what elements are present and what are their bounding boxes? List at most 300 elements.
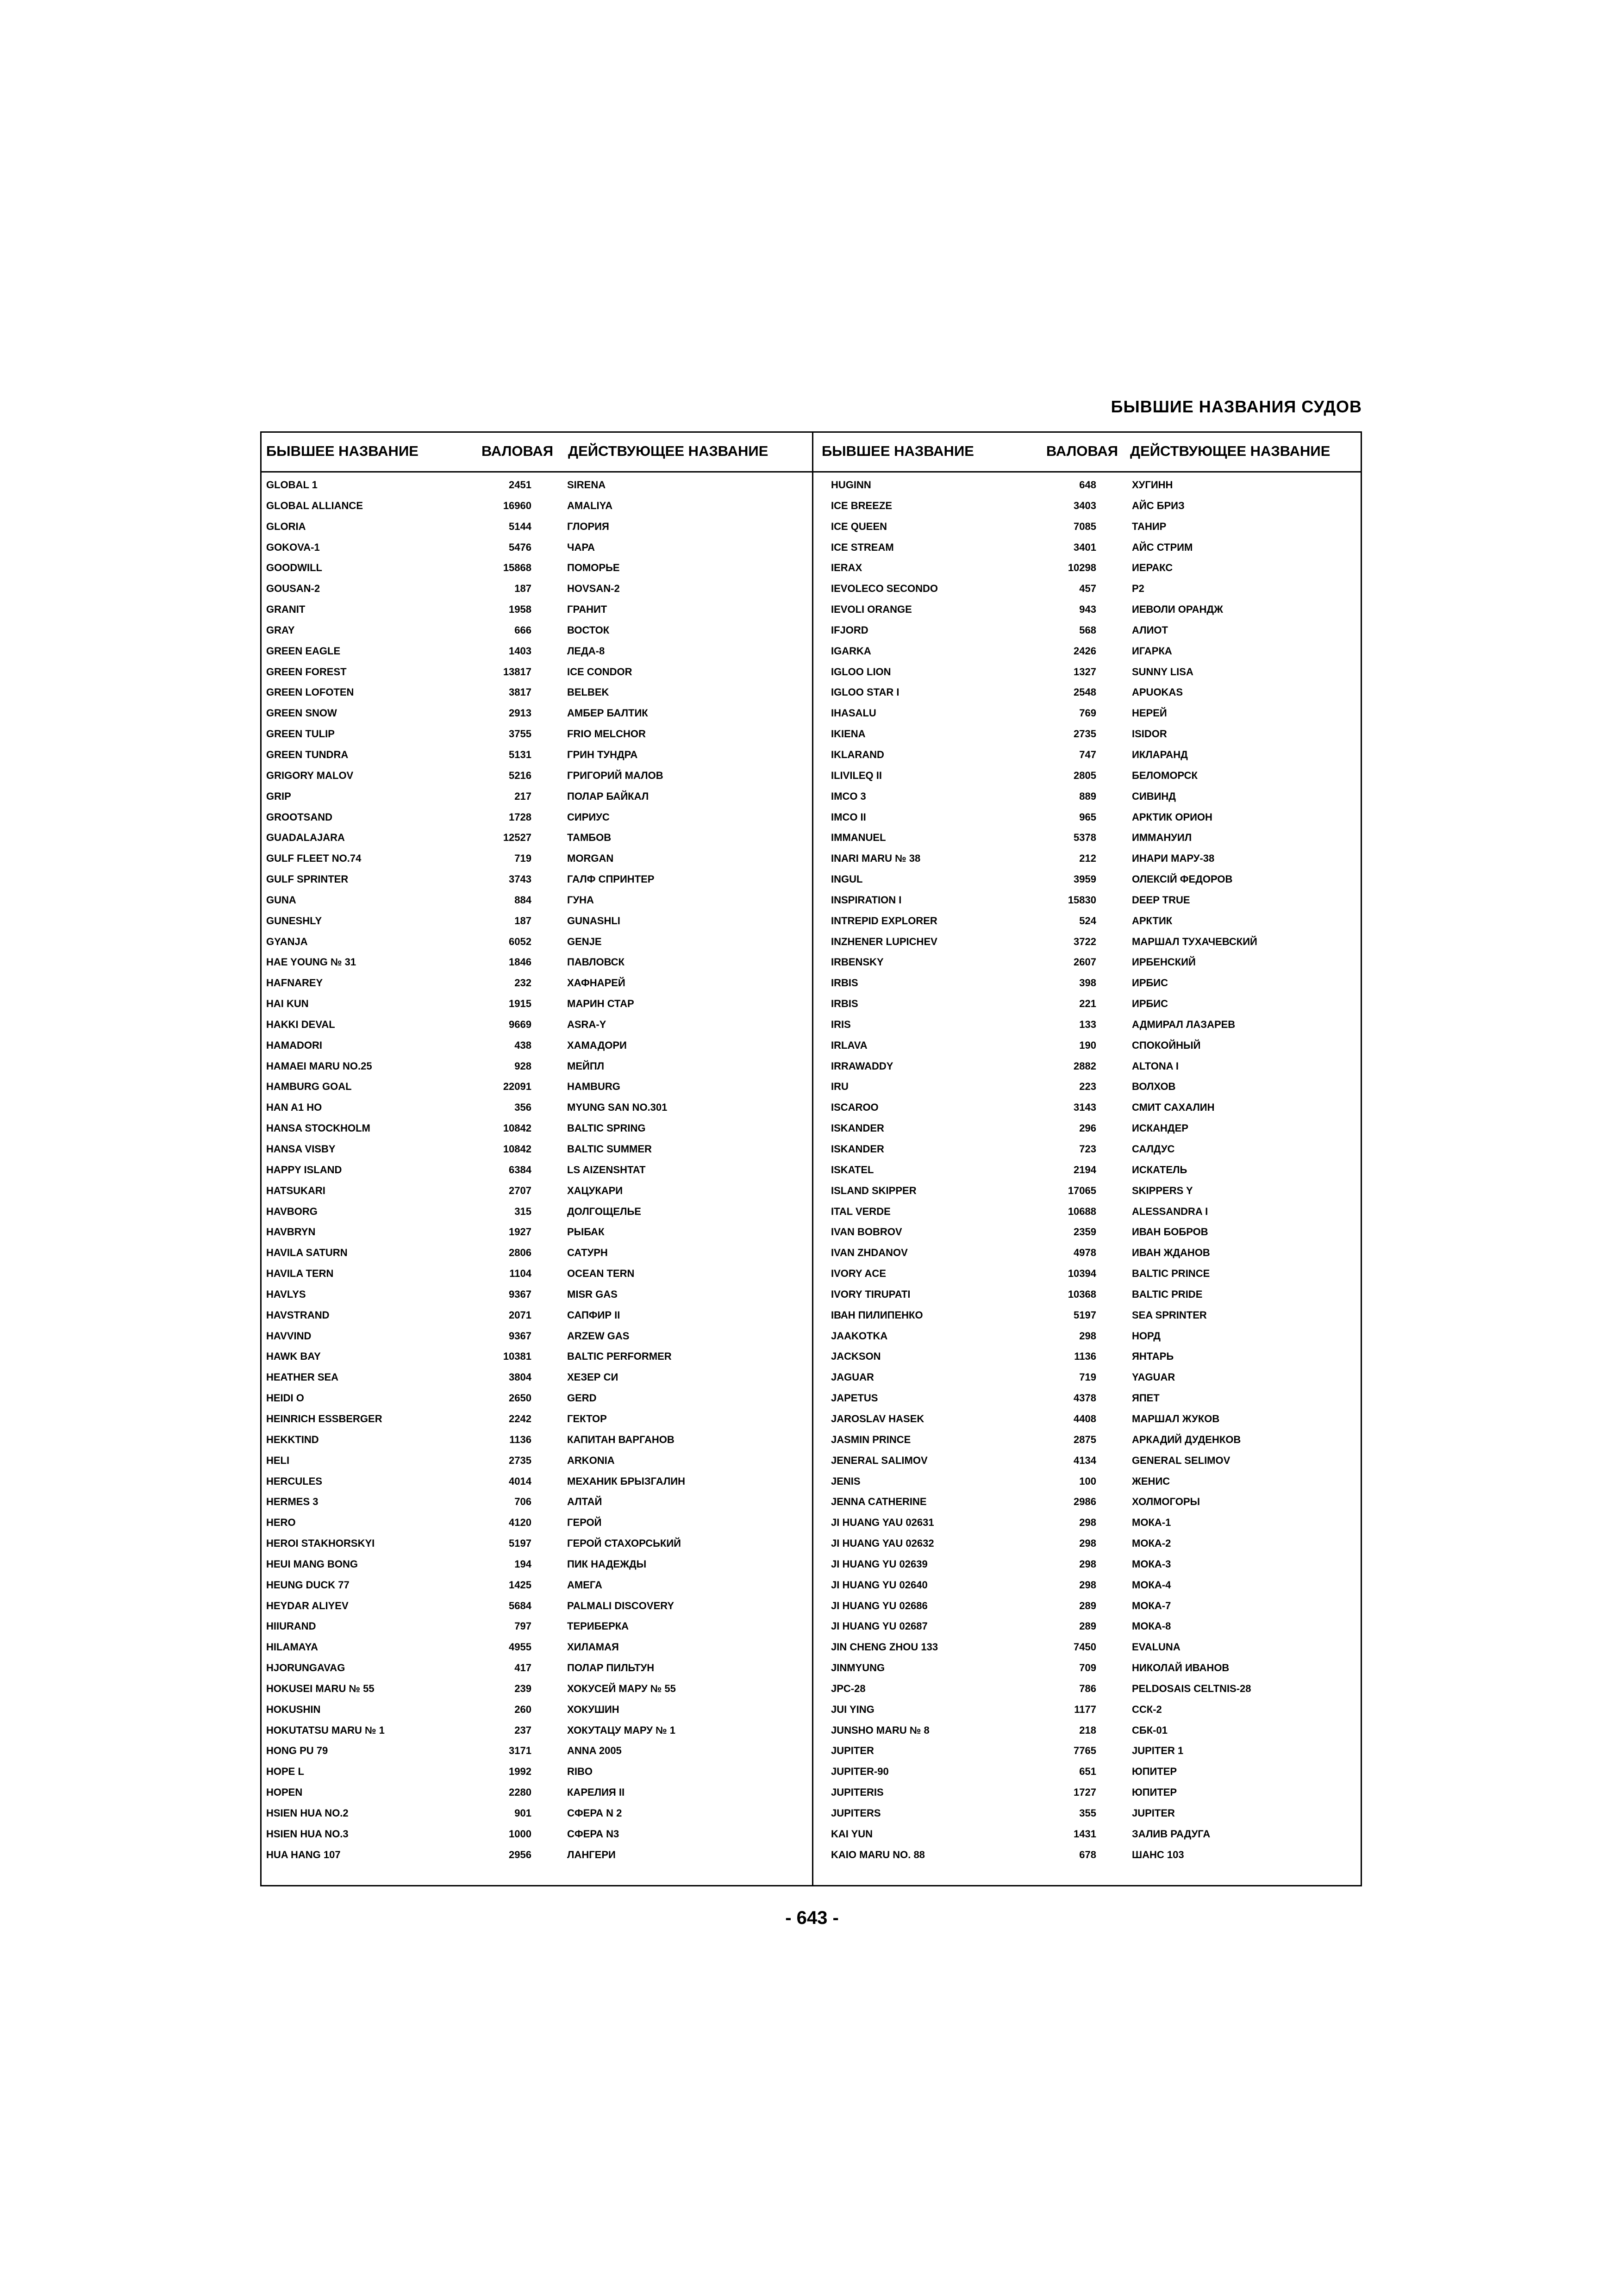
table-row [813,1430,1361,1451]
table-row [262,870,812,890]
current-name-cell: ЯНТАРЬ [1132,1350,1174,1363]
tonnage-cell: 221 [1079,998,1096,1010]
current-name-cell: ЧАРА [567,541,595,553]
current-name-cell: ОЛЕКСІЙ ФЕДОРОВ [1132,873,1233,885]
table-row [813,1679,1361,1700]
table-row [813,1222,1361,1243]
tonnage-cell: 1000 [509,1828,531,1840]
former-name-cell: HAWK BAY [266,1350,321,1363]
current-name-cell: HOVSAN-2 [567,583,620,595]
current-name-cell: DEEP TRUE [1132,894,1190,906]
former-name-cell: HATSUKARI [266,1184,325,1196]
tonnage-cell: 298 [1079,1537,1096,1549]
tonnage-cell: 289 [1079,1599,1096,1612]
former-name-cell: ISKANDER [831,1143,884,1155]
current-name-cell: MORGAN [567,852,614,865]
table-row [813,579,1361,600]
former-name-cell: JINMYUNG [831,1662,885,1674]
former-name-cell: HAVILA TERN [266,1268,334,1280]
tonnage-cell: 7085 [1074,520,1096,532]
former-name-cell: HANSA STOCKHOLM [266,1122,370,1134]
table-row [262,745,812,766]
table-row [262,1388,812,1409]
table-row [262,808,812,828]
former-name-cell: HOKUTATSU MARU № 1 [266,1724,385,1736]
former-name-cell: JASMIN PRINCE [831,1433,911,1445]
former-name-cell: IKLARAND [831,748,884,760]
former-name-cell: GUADALAJARA [266,832,345,844]
tonnage-cell: 1846 [509,956,531,968]
current-name-cell: САПФИР II [567,1309,620,1321]
former-name-cell: GREEN SNOW [266,707,337,719]
current-name-cell: НИКОЛАЙ ИВАНОВ [1132,1662,1230,1674]
tonnage-cell: 884 [514,894,531,906]
current-name-cell: ГАЛФ СПРИНТЕР [567,873,655,885]
table-row [813,1658,1361,1679]
table-row [262,1181,812,1202]
current-name-cell: СИВИНД [1132,790,1176,802]
tonnage-cell: 4378 [1074,1392,1096,1404]
current-name-cell: ГЕРОЙ СТАХОРСЬКИЙ [567,1537,681,1549]
former-name-cell: IVAN BOBROV [831,1226,902,1238]
former-name-cell: JI HUANG YU 02640 [831,1579,928,1591]
current-name-cell: ВОЛХОВ [1132,1081,1176,1093]
table-row [262,641,812,662]
former-name-cell: ITAL VERDE [831,1205,891,1217]
table-row [262,973,812,994]
current-name-cell: ГЛОРИЯ [567,520,609,532]
current-name-cell: ТАНИР [1132,520,1167,532]
former-name-cell: HAVBORG [266,1205,318,1217]
table-row [813,973,1361,994]
vessel-names-table [260,431,1362,1886]
former-name-cell: INZHENER LUPICHEV [831,935,937,947]
former-name-cell: KAI YUN [831,1828,873,1840]
former-name-cell: ISLAND SKIPPER [831,1184,917,1196]
tonnage-cell: 4134 [1074,1454,1096,1466]
former-name-cell: IRU [831,1081,849,1093]
tonnage-cell: 1104 [509,1268,531,1280]
current-name-cell: AMALIYA [567,499,613,511]
current-name-cell: ЯПЕТ [1132,1392,1160,1404]
table-row [813,1368,1361,1388]
tonnage-cell: 2805 [1074,769,1096,781]
former-name-cell: HOPEN [266,1786,303,1798]
tonnage-cell: 10842 [503,1143,531,1155]
table-row [262,1160,812,1181]
current-name-cell: SIRENA [567,479,606,491]
current-name-cell: АЙС БРИЗ [1132,499,1185,511]
current-name-cell: СПОКОЙНЫЙ [1132,1039,1201,1051]
tonnage-cell: 6052 [509,935,531,947]
table-row [262,1139,812,1160]
tonnage-cell: 232 [514,977,531,989]
table-row [813,1015,1361,1036]
former-name-cell: GLOBAL 1 [266,479,318,491]
table-row [262,1243,812,1264]
former-name-cell: ISCAROO [831,1101,879,1114]
former-name-cell: JAPETUS [831,1392,878,1404]
former-name-cell: JAAKOTKA [831,1330,888,1342]
former-name-cell: JENNA CATHERINE [831,1496,927,1508]
former-name-cell: HOPE L [266,1766,304,1778]
tonnage-cell: 943 [1079,604,1096,616]
former-name-cell: ISKATEL [831,1164,874,1176]
tonnage-cell: 5476 [509,541,531,553]
table-row [262,952,812,973]
table-row [262,579,812,600]
tonnage-cell: 10368 [1068,1288,1096,1300]
table-row [813,1409,1361,1430]
table-row [262,1534,812,1555]
current-name-cell: ИЕВОЛИ ОРАНДЖ [1132,604,1223,616]
table-row [813,1202,1361,1223]
current-name-cell: P2 [1132,583,1144,595]
former-name-cell: HUA HANG 107 [266,1848,341,1860]
current-name-cell: КАПИТАН ВАРГАНОВ [567,1433,675,1445]
current-name-cell: СМИТ САХАЛИН [1132,1101,1215,1114]
table-row [813,1845,1361,1866]
tonnage-cell: 190 [1079,1039,1096,1051]
current-name-cell: ЮПИТЕР [1132,1786,1177,1798]
tonnage-cell: 2735 [509,1454,531,1466]
table-row [813,1492,1361,1513]
tonnage-cell: 2280 [509,1786,531,1798]
current-name-cell: ХОКУТАЦУ МАРУ № 1 [567,1724,675,1736]
header-former-name: БЫВШЕЕ НАЗВАНИЕ [822,443,974,459]
table-row [262,1492,812,1513]
current-name-cell: АЙС СТРИМ [1132,541,1193,553]
former-name-cell: INGUL [831,873,863,885]
tonnage-cell: 10381 [503,1350,531,1363]
current-name-cell: GUNASHLI [567,915,620,927]
former-name-cell: HEYDAR ALIYEV [266,1599,349,1612]
former-name-cell: HEINRICH ESSBERGER [266,1412,382,1425]
tonnage-cell: 2913 [509,707,531,719]
current-name-cell: ХАМАДОРИ [567,1039,627,1051]
former-name-cell: HJORUNGAVAG [266,1662,345,1674]
table-row [262,1741,812,1762]
tonnage-cell: 6384 [509,1164,531,1176]
current-name-cell: ДОЛГОЩЕЛЬЕ [567,1205,641,1217]
table-row [262,1222,812,1243]
former-name-cell: IRLAVA [831,1039,868,1051]
current-name-cell: EVALUNA [1132,1641,1181,1653]
header-current-name: ДЕЙСТВУЮЩЕЕ НАЗВАНИЕ [568,443,768,459]
current-name-cell: ГРИГОРИЙ МАЛОВ [567,769,663,781]
former-name-cell: GREEN EAGLE [266,645,341,657]
tonnage-cell: 417 [514,1662,531,1674]
current-name-cell: АЛТАЙ [567,1496,602,1508]
current-name-cell: PALMALI DISCOVERY [567,1599,675,1612]
current-name-cell: ХИЛАМАЯ [567,1641,619,1653]
table-row [813,496,1361,517]
tonnage-cell: 769 [1079,707,1096,719]
former-name-cell: JI HUANG YAU 02631 [831,1517,934,1529]
tonnage-cell: 5216 [509,769,531,781]
former-name-cell: JI HUANG YU 02686 [831,1599,928,1612]
table-row [262,621,812,641]
current-name-cell: ГЕКТОР [567,1412,607,1425]
former-name-cell: JI HUANG YU 02639 [831,1558,928,1570]
former-name-cell: HEUI MANG BONG [266,1558,358,1570]
current-name-cell: МОКА-7 [1132,1599,1171,1612]
tonnage-cell: 315 [514,1205,531,1217]
former-name-cell: IMCO II [831,811,866,823]
table-row [813,517,1361,538]
current-name-cell: МЕЙПЛ [567,1060,605,1072]
page-number: - 643 - [785,1908,839,1928]
table-row [813,849,1361,870]
table-row [813,1077,1361,1098]
table-row [262,890,812,911]
table-row [262,1202,812,1223]
table-row [813,1721,1361,1742]
tonnage-cell: 3817 [509,686,531,698]
former-name-cell: HAFNAREY [266,977,323,989]
current-name-cell: КАРЕЛИЯ II [567,1786,625,1798]
tonnage-cell: 3143 [1074,1101,1096,1114]
former-name-cell: HERCULES [266,1475,323,1487]
tonnage-cell: 16960 [503,499,531,511]
tonnage-cell: 786 [1079,1682,1096,1694]
tonnage-cell: 2071 [509,1309,531,1321]
former-name-cell: IRBENSKY [831,956,884,968]
tonnage-cell: 1958 [509,604,531,616]
table-row [262,766,812,787]
tonnage-cell: 356 [514,1101,531,1114]
tonnage-cell: 568 [1079,624,1096,636]
table-row [813,703,1361,724]
tonnage-cell: 260 [514,1703,531,1715]
tonnage-cell: 1327 [1074,666,1096,678]
table-row [262,911,812,932]
current-name-cell: ТЕРИБЕРКА [567,1620,629,1632]
tonnage-cell: 2735 [1074,728,1096,740]
table-row [262,787,812,808]
former-name-cell: IERAX [831,562,862,574]
header-current-name: ДЕЙСТВУЮЩЕЕ НАЗВАНИЕ [1130,443,1330,459]
former-name-cell: GRIGORY MALOV [266,769,354,781]
tonnage-cell: 709 [1079,1662,1096,1674]
tonnage-cell: 218 [1079,1724,1096,1736]
table-row [262,1575,812,1596]
tonnage-cell: 298 [1079,1579,1096,1591]
current-name-cell: ШАНС 103 [1132,1848,1184,1860]
former-name-cell: HAVSTRAND [266,1309,330,1321]
current-name-cell: RIBO [567,1766,593,1778]
table-row [262,1430,812,1451]
current-name-cell: ИНАРИ МАРУ-38 [1132,852,1215,865]
tonnage-cell: 187 [514,583,531,595]
former-name-cell: HOKUSHIN [266,1703,321,1715]
former-name-cell: IVORY TIRUPATI [831,1288,911,1300]
header-rule [262,471,1361,473]
former-name-cell: GULF SPRINTER [266,873,349,885]
current-name-cell: GERD [567,1392,597,1404]
page-heading: БЫВШИЕ НАЗВАНИЯ СУДОВ [1111,397,1362,416]
current-name-cell: ИСКАНДЕР [1132,1122,1188,1134]
table-row [262,1762,812,1783]
current-name-cell: АЛИОТ [1132,624,1168,636]
tonnage-cell: 4955 [509,1641,531,1653]
tonnage-cell: 2242 [509,1412,531,1425]
former-name-cell: GUNESHLY [266,915,322,927]
tonnage-cell: 1425 [509,1579,531,1591]
tonnage-cell: 237 [514,1724,531,1736]
table-row [262,1409,812,1430]
former-name-cell: HAE YOUNG № 31 [266,956,356,968]
tonnage-cell: 3403 [1074,499,1096,511]
tonnage-cell: 194 [514,1558,531,1570]
current-name-cell: LS AIZENSHTAT [567,1164,646,1176]
table-row [813,1472,1361,1493]
table-row [262,1555,812,1575]
former-name-cell: IVAN ZHDANOV [831,1247,908,1259]
current-name-cell: BALTIC PRINCE [1132,1268,1210,1280]
current-name-cell: ХОКУШИН [567,1703,619,1715]
former-name-cell: GRIP [266,790,291,802]
former-name-cell: ILIVILEQ II [831,769,882,781]
current-name-cell: ЖЕНИС [1132,1475,1170,1487]
tonnage-cell: 10394 [1068,1268,1096,1280]
current-name-cell: МОКА-1 [1132,1517,1171,1529]
table-row [262,1679,812,1700]
former-name-cell: HSIEN HUA NO.2 [266,1807,349,1819]
current-name-cell: ГРАНИТ [567,604,607,616]
former-name-cell: KAIO MARU NO. 88 [831,1848,925,1860]
table-row [813,1057,1361,1077]
current-name-cell: ЛЕДА-8 [567,645,605,657]
current-name-cell: JUPITER 1 [1132,1745,1184,1757]
former-name-cell: JIN CHENG ZHOU 133 [831,1641,938,1653]
current-name-cell: ПИК НАДЕЖДЫ [567,1558,647,1570]
table-row [262,1513,812,1534]
former-name-cell: HAMADORI [266,1039,322,1051]
current-name-cell: АМЕГА [567,1579,602,1591]
current-name-cell: FRIO MELCHOR [567,728,646,740]
table-row [813,1098,1361,1119]
table-row [262,1824,812,1845]
table-row [262,1596,812,1617]
tonnage-cell: 2194 [1074,1164,1096,1176]
tonnage-cell: 2986 [1074,1496,1096,1508]
tonnage-cell: 2607 [1074,956,1096,968]
table-row [813,1451,1361,1472]
table-row [813,911,1361,932]
current-name-cell: МЕХАНИК БРЫЗГАЛИН [567,1475,685,1487]
current-name-cell: HAMBURG [567,1081,620,1093]
former-name-cell: HEATHER SEA [266,1371,339,1383]
former-name-cell: GROOTSAND [266,811,332,823]
former-name-cell: HERMES 3 [266,1496,319,1508]
former-name-cell: IRRAWADDY [831,1060,893,1072]
current-name-cell: ЗАЛИВ РАДУГА [1132,1828,1211,1840]
current-name-cell: ASRA-Y [567,1018,606,1030]
table-row [813,600,1361,621]
former-name-cell: ICE BREEZE [831,499,893,511]
current-name-cell: ССК-2 [1132,1703,1162,1715]
former-name-cell: IRIS [831,1018,851,1030]
table-row [813,745,1361,766]
current-name-cell: ИСКАТЕЛЬ [1132,1164,1187,1176]
current-name-cell: ХУГИНН [1132,479,1173,491]
tonnage-cell: 3743 [509,873,531,885]
tonnage-cell: 1431 [1074,1828,1096,1840]
table-row [813,1804,1361,1824]
current-name-cell: ИВАН БОБРОВ [1132,1226,1208,1238]
current-name-cell: ХОЛМОГОРЫ [1132,1496,1200,1508]
current-name-cell: АМБЕР БАЛТИК [567,707,648,719]
current-name-cell: НЕРЕЙ [1132,707,1167,719]
former-name-cell: JPC-28 [831,1682,866,1694]
tonnage-cell: 3171 [509,1745,531,1757]
tonnage-cell: 719 [1079,1371,1096,1383]
former-name-cell: GRANIT [266,604,306,616]
table-row [262,475,812,496]
current-name-cell: ХАЦУКАРИ [567,1184,623,1196]
tonnage-cell: 1177 [1074,1703,1096,1715]
table-right-half [813,433,1361,1885]
current-name-cell: СБК-01 [1132,1724,1168,1736]
tonnage-cell: 3804 [509,1371,531,1383]
tonnage-cell: 2806 [509,1247,531,1259]
tonnage-cell: 797 [514,1620,531,1632]
rows-left [262,475,812,1866]
table-row [813,475,1361,496]
table-row [813,1741,1361,1762]
current-name-cell: ПОЛАР ПИЛЬТУН [567,1662,655,1674]
table-row [813,724,1361,745]
current-name-cell: ГРИН ТУНДРА [567,748,638,760]
table-row [262,1451,812,1472]
former-name-cell: HEIDI O [266,1392,304,1404]
former-name-cell: JUPITER-90 [831,1766,889,1778]
former-name-cell: HANSA VISBY [266,1143,336,1155]
former-name-cell: IGLOO STAR I [831,686,899,698]
current-name-cell: ANNA 2005 [567,1745,622,1757]
former-name-cell: IMMANUEL [831,832,886,844]
table-row [813,808,1361,828]
former-name-cell: JUNSHO MARU № 8 [831,1724,930,1736]
tonnage-cell: 1927 [509,1226,531,1238]
current-name-cell: ЛАНГЕРИ [567,1848,616,1860]
former-name-cell: IRBIS [831,977,858,989]
former-name-cell: JAGUAR [831,1371,874,1383]
tonnage-cell: 2426 [1074,645,1096,657]
table-row [262,496,812,517]
tonnage-cell: 5144 [509,520,531,532]
tonnage-cell: 651 [1079,1766,1096,1778]
table-row [262,1368,812,1388]
current-name-cell: ГУНА [567,894,594,906]
current-name-cell: ISIDOR [1132,728,1167,740]
former-name-cell: IGARKA [831,645,871,657]
tonnage-cell: 22091 [503,1081,531,1093]
table-row [813,1824,1361,1845]
current-name-cell: ИРБЕНСКИЙ [1132,956,1196,968]
current-name-cell: ИРБИС [1132,977,1168,989]
former-name-cell: IMCO 3 [831,790,866,802]
tonnage-cell: 2707 [509,1184,531,1196]
tonnage-cell: 10298 [1068,562,1096,574]
current-name-cell: СФЕРА N 2 [567,1807,622,1819]
tonnage-cell: 1727 [1074,1786,1096,1798]
table-left-half [262,433,812,1885]
table-row [262,932,812,953]
current-name-cell: OCEAN TERN [567,1268,635,1280]
table-row [262,517,812,538]
